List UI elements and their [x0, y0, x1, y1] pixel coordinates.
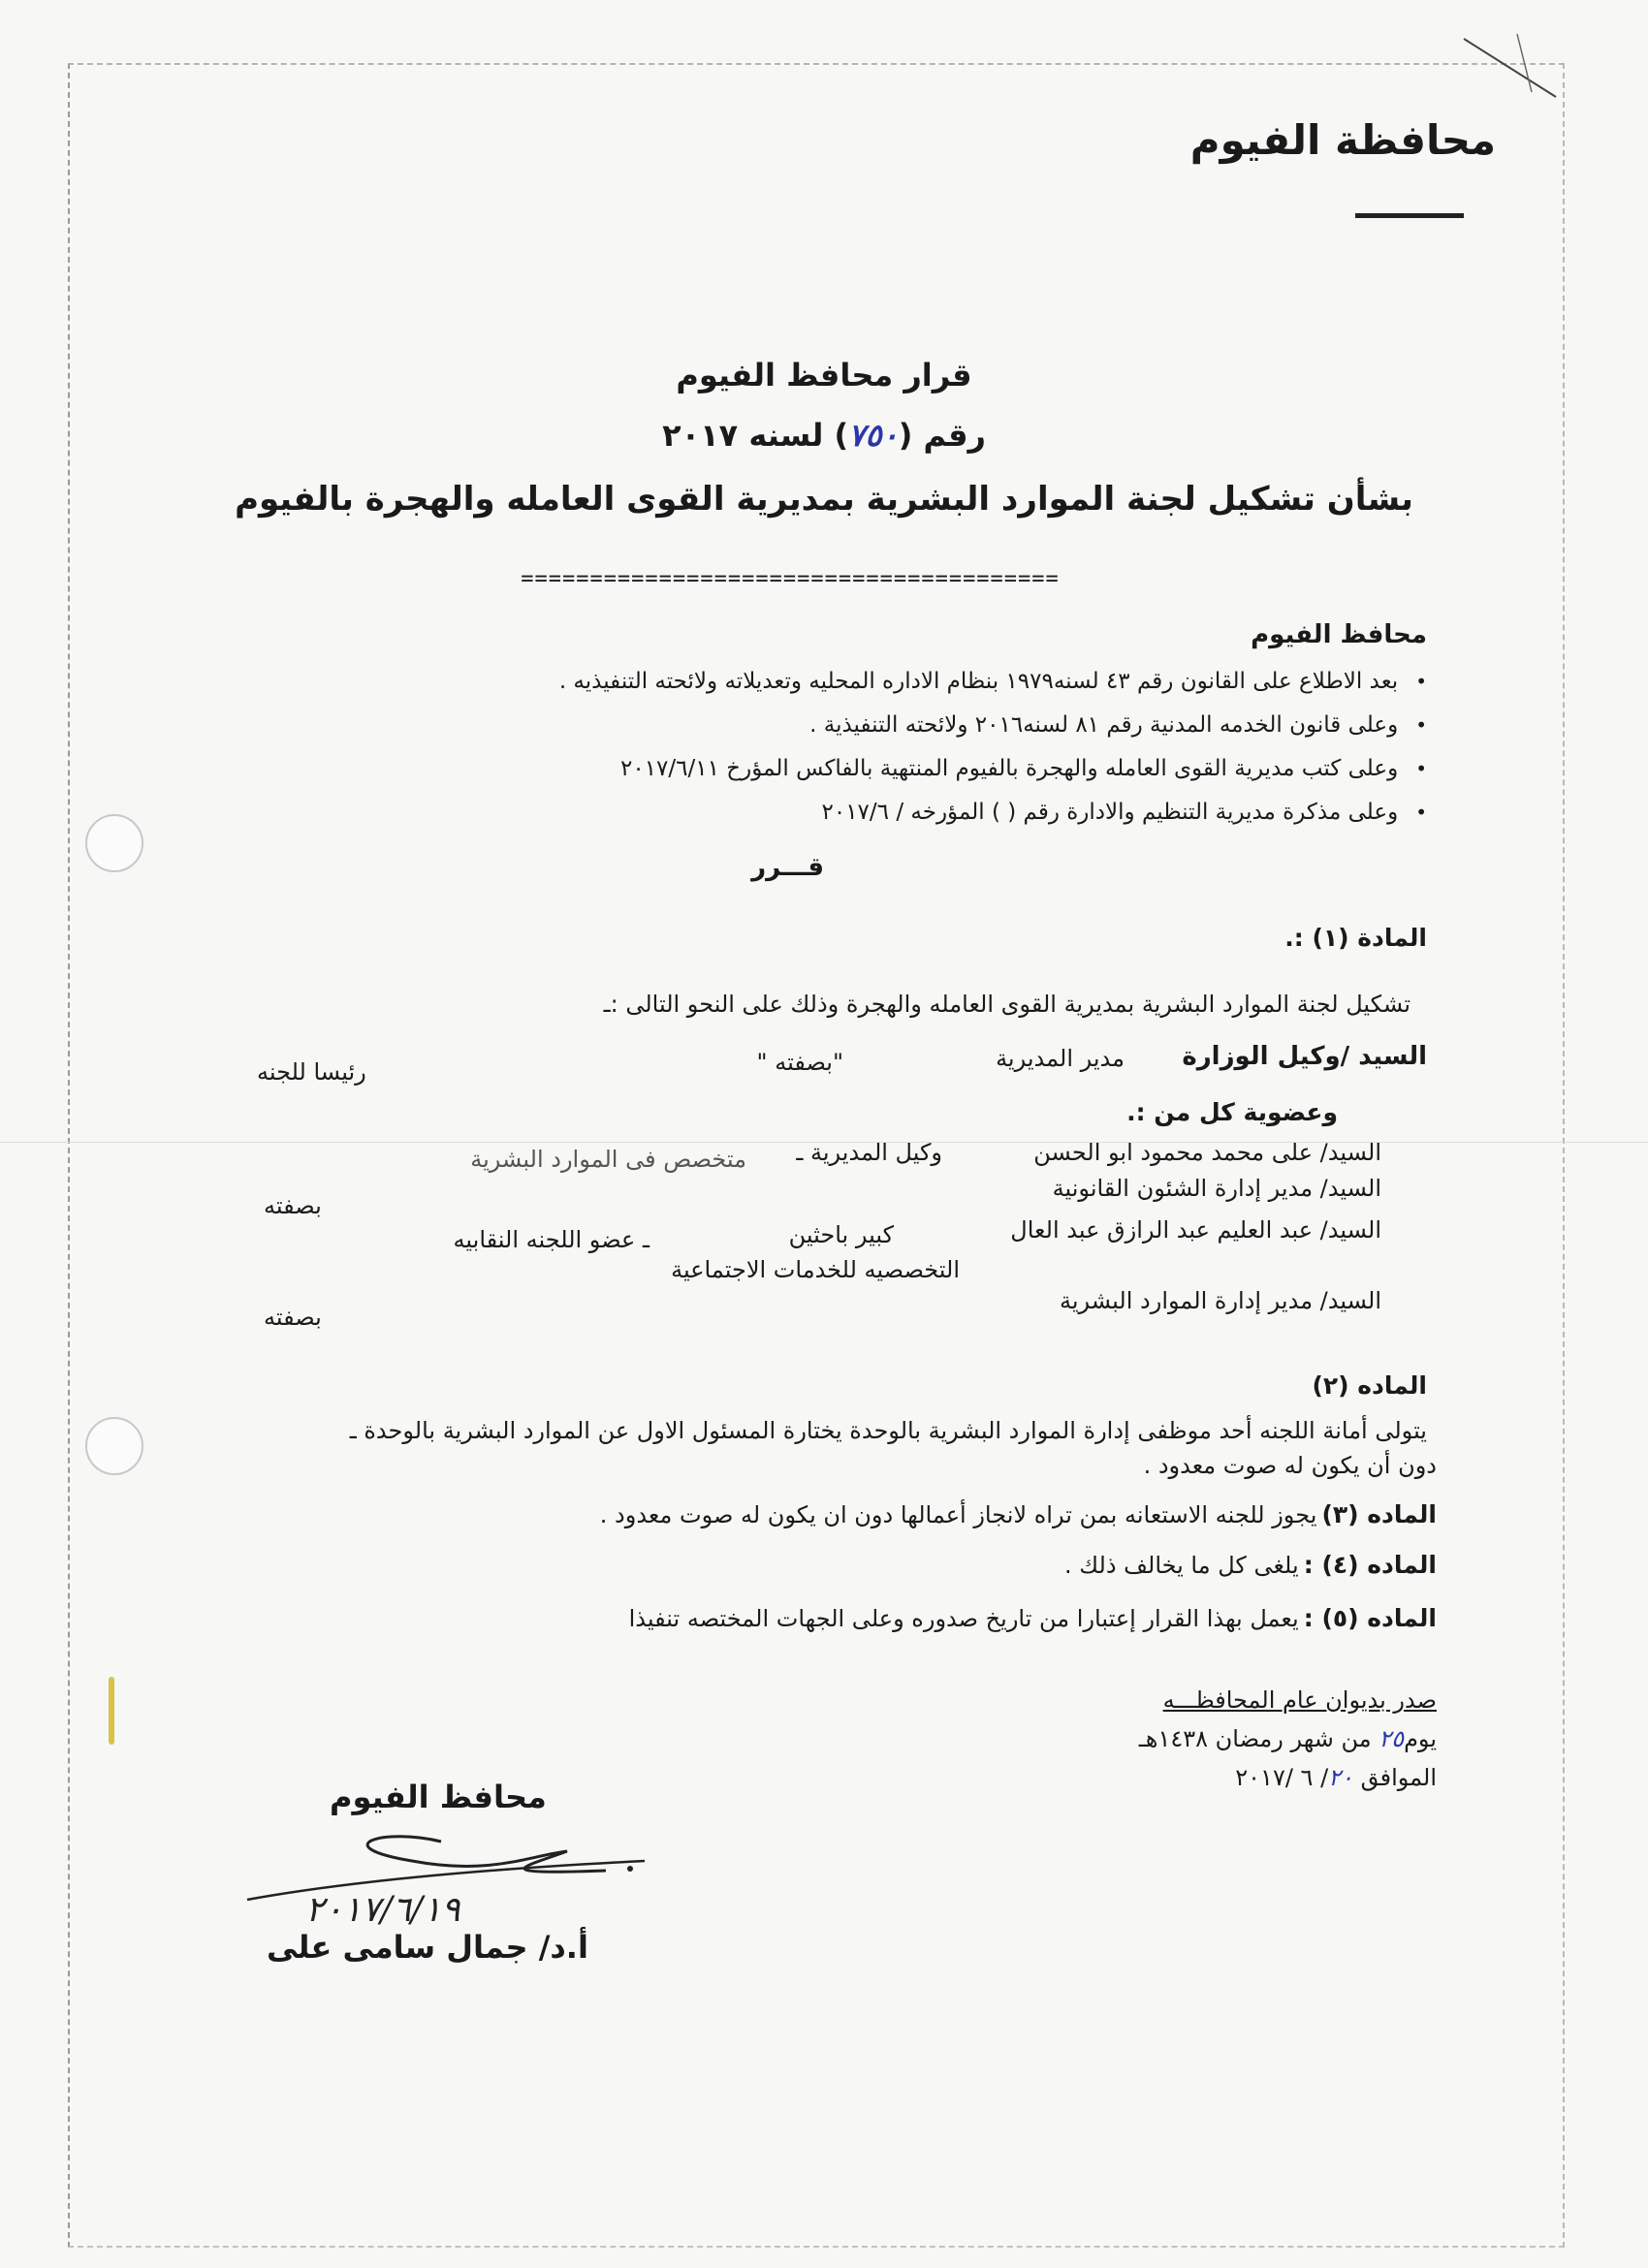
chair-role: رئيسا للجنه: [257, 1058, 366, 1086]
member-capacity: بصفته: [264, 1192, 322, 1219]
bullet-icon: •: [1415, 713, 1427, 737]
bullet-icon: •: [1415, 670, 1427, 693]
corresponding-prefix: الموافق: [1360, 1764, 1437, 1791]
corresponding-rest: / ٦ /٢٠١٧: [1235, 1764, 1329, 1791]
day-prefix: يوم: [1404, 1725, 1437, 1752]
signature-label: محافظ الفيوم: [330, 1779, 547, 1815]
member-capacity: بصفته: [264, 1304, 322, 1331]
bullet-icon: •: [1415, 757, 1427, 780]
decision-subject: بشأن تشكيل لجنة الموارد البشرية بمديرية القوى العامله والهجرة بالفيوم: [235, 480, 1413, 519]
member3-title: كبير باحثين: [788, 1221, 894, 1248]
member-row: السيد/ مدير إدارة الشئون القانونية: [1052, 1175, 1381, 1202]
issuance-day: [1139, 1725, 1437, 1752]
highlighter-mark: [109, 1677, 114, 1745]
preamble-item-text: بعد الاطلاع على القانون رقم ٤٣ لسنه١٩٧٩ بنظام الاداره المحليه وتعديلاته ولائحته التنفيذيه .: [558, 669, 1399, 694]
article2-text: يتولى أمانة اللجنه أحد موظفى إدارة الموارد البشرية بالوحدة يختارة المسئول الاول عن الموارد البشرية بالوحدة ـ: [349, 1417, 1427, 1444]
header-org-name: محافظة الفيوم: [1189, 116, 1496, 164]
article2-heading: الماده (٢): [1312, 1371, 1427, 1400]
article4: [1064, 1551, 1437, 1579]
preamble-item-text: وعلى قانون الخدمه المدنية رقم ٨١ لسنه٢٠١٦ ولائحته التنفيذية .: [809, 712, 1399, 738]
member3-committee: التخصصيه للخدمات الاجتماعية: [671, 1256, 960, 1283]
bullet-icon: •: [1415, 801, 1427, 824]
article1-intro: تشكيل لجنة الموارد البشرية بمديرية القوى العامله والهجرة وذلك على النحو التالى :ـ: [603, 991, 1410, 1018]
preamble-item-text: وعلى مذكرة مديرية التنظيم والادارة رقم ( ) المؤرخه / ٢٠١٧/٦: [821, 800, 1399, 825]
members-label: وعضوية كل من :.: [1126, 1098, 1338, 1126]
article1-heading: المادة (١) :.: [1284, 924, 1427, 952]
article3: [600, 1500, 1437, 1528]
member-row: السيد/ عبد العليم عبد الرازق عبد العال: [1010, 1216, 1381, 1244]
separator-line: =======================================: [521, 567, 1060, 591]
preamble-item: [822, 800, 1428, 825]
decision-number-prefix: رقم (: [898, 417, 986, 454]
member3-note: ـ عضو اللجنه النقابيه: [453, 1226, 650, 1253]
article4-text: يلغى كل ما يخالف ذلك .: [1064, 1552, 1299, 1579]
article3-text: يجوز للجنه الاستعانه بمن تراه لانجاز أعمالها دون ان يكون له صوت معدود .: [599, 1501, 1317, 1528]
corner-stroke-mark: [1459, 29, 1566, 107]
punch-hole-bottom: [85, 1417, 143, 1475]
preamble-item-text: وعلى كتب مديرية القوى العامله والهجرة بالفيوم المنتهية بالفاكس المؤرخ ٢٠١٧/٦/١١: [619, 756, 1399, 781]
punch-hole-top: [85, 814, 143, 872]
article3-heading: الماده (٣): [1321, 1500, 1437, 1528]
corresponding-day: ٢٠: [1328, 1764, 1353, 1791]
issuance-corresponding: [1235, 1764, 1437, 1791]
decision-number-suffix: ) لسنه ٢٠١٧: [662, 417, 849, 454]
decision-number-value: ٧٥٠: [848, 417, 899, 454]
handwritten-date: ٢٠١٧/٦/١٩: [305, 1890, 460, 1930]
preamble-item: [620, 756, 1427, 781]
member-row: السيد/ مدير إدارة الموارد البشرية: [1059, 1287, 1381, 1314]
member1-note: متخصص فى الموارد البشرية: [470, 1146, 746, 1173]
decision-title: قرار محافظ الفيوم: [676, 357, 972, 394]
article5-text: يعمل بهذا القرار إعتبارا من تاريخ صدوره وعلى الجهات المختصه تنفيذا: [628, 1605, 1299, 1632]
article2-text-cont: دون أن يكون له صوت معدود .: [1143, 1452, 1437, 1479]
issued-at: صدر بديوان عام المحافظـــه: [1162, 1686, 1437, 1714]
preamble-governor-label: محافظ الفيوم: [1251, 620, 1427, 649]
member1-title: وكيل المديرية ـ: [796, 1139, 942, 1166]
chair-name: السيد /وكيل الوزارة: [1182, 1042, 1427, 1071]
month-text: من شهر رمضان ١٤٣٨هـ: [1138, 1725, 1372, 1752]
article5: [629, 1604, 1437, 1632]
decision-word: قـــرر: [751, 853, 824, 882]
signer-name: أ.د/ جمال سامى على: [267, 1929, 588, 1966]
article5-heading: الماده (٥) :: [1303, 1604, 1437, 1632]
chair-capacity: "بصفته ": [756, 1049, 843, 1076]
chair-title: مدير المديرية: [996, 1045, 1125, 1072]
decision-number: [0, 417, 1648, 454]
day-value: ٢٥: [1379, 1725, 1405, 1752]
article4-heading: الماده (٤) :: [1303, 1551, 1437, 1579]
preamble-item: [809, 712, 1427, 738]
header-rule: [1355, 213, 1464, 218]
member-row: السيد/ على محمد محمود ابو الحسن: [1033, 1139, 1381, 1166]
preamble-item: [559, 669, 1427, 694]
